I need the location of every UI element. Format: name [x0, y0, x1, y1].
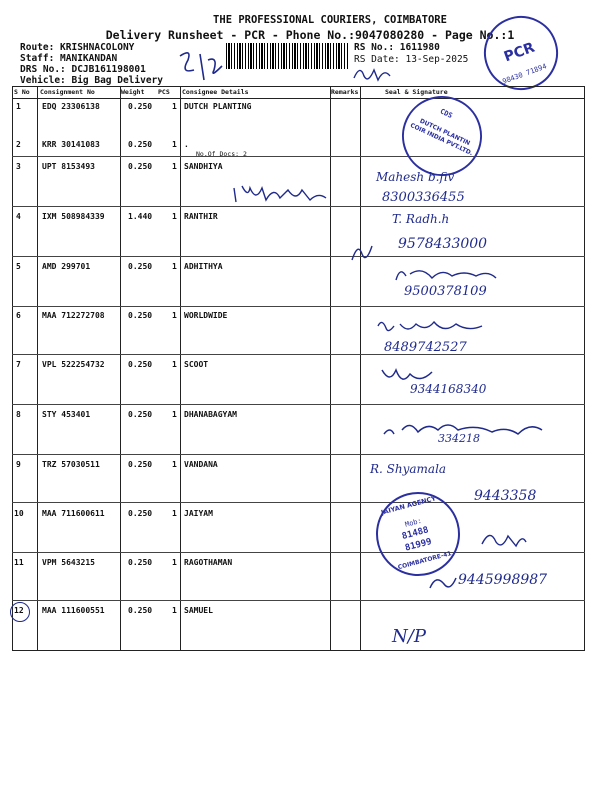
- row-divider: [12, 354, 585, 355]
- runsheet-subtitle: Delivery Runsheet - PCR - Phone No.:9047080280 - Page No.:1: [105, 28, 515, 42]
- row-9-pcs: 1: [172, 460, 177, 469]
- row-5-phone: 9500378109: [404, 284, 487, 299]
- row-2-consignment: KRR 30141083: [42, 140, 100, 149]
- row-11-consignee: RAGOTHAMAN: [184, 558, 233, 567]
- row-8-consignment: STY 453401: [42, 410, 91, 419]
- row-4-signature-scribble: [348, 240, 378, 264]
- row-divider: [12, 600, 585, 601]
- drs-info: DRS No.: DCJB161198001: [20, 64, 146, 75]
- row-3-pcs: 1: [172, 162, 177, 171]
- row-10-weight: 0.250: [128, 509, 153, 518]
- row-7-consignment: VPL 522254732: [42, 360, 105, 369]
- jaiyan-stamp-mob-2: 81999: [404, 536, 433, 554]
- row-5-signature-scribble: [392, 264, 502, 286]
- header-consignment: Consignment No: [40, 88, 95, 96]
- row-5-pcs: 1: [172, 262, 177, 271]
- column-divider: [180, 86, 181, 651]
- dutch-stamp-logo: CDS: [438, 107, 454, 120]
- row-6-weight: 0.250: [128, 311, 153, 320]
- row-3-consignee: SANDHIYA: [184, 162, 223, 171]
- jaiyan-stamp-mob-1: 81488: [400, 525, 430, 543]
- row-divider: [12, 404, 585, 405]
- row-divider: [12, 552, 585, 553]
- row-9-sno: 9: [16, 460, 21, 469]
- row-divider: [12, 306, 585, 307]
- row-12-remark: N/P: [392, 626, 426, 647]
- row-6-signature-scribble: [372, 316, 492, 340]
- row-3-sno: 3: [16, 162, 21, 171]
- row-8-pcs: 1: [172, 410, 177, 419]
- row-12-consignment: MAA 111600551: [42, 606, 105, 615]
- rs-number: RS No.: 1611980: [354, 42, 440, 53]
- row-10-sno: 10: [14, 509, 24, 518]
- row-9-name: R. Shyamala: [370, 462, 447, 476]
- column-divider: [37, 86, 38, 651]
- row-4-weight: 1.440: [128, 212, 153, 221]
- row-3-weight: 0.250: [128, 162, 153, 171]
- row-5-sno: 5: [16, 262, 21, 271]
- row-divider: [12, 156, 585, 157]
- row-2-weight: 0.250: [128, 140, 153, 149]
- row-1-pcs: 1: [172, 102, 177, 111]
- row-7-phone: 9344168340: [410, 382, 487, 396]
- rs-date: RS Date: 13-Sep-2025: [354, 54, 469, 65]
- row-1-consignee: DUTCH PLANTING: [184, 102, 252, 111]
- row-8-phone: 334218: [438, 432, 480, 445]
- row-4-consignment: IXM 508984339: [42, 212, 105, 221]
- row-7-consignee: SCOOT: [184, 360, 209, 369]
- route-info: Route: KRISHNACOLONY: [20, 42, 135, 53]
- row-2-consignee: .: [184, 140, 189, 149]
- table-header-divider: [12, 98, 585, 99]
- staff-info: Staff: MANIKANDAN: [20, 53, 118, 64]
- row-divider: [12, 454, 585, 455]
- row-1-consignment: EDQ 23306138: [42, 102, 100, 111]
- row-10-consignment: MAA 711600611: [42, 509, 105, 518]
- row-5-consignee: ADHITHYA: [184, 262, 223, 271]
- jaiyan-stamp-city: COIMBATORE-41: [397, 550, 453, 572]
- row-2-sno: 2: [16, 140, 21, 149]
- row-6-pcs: 1: [172, 311, 177, 320]
- pcr-stamp-number: 98430 71894: [501, 62, 548, 86]
- header-pcs: PCS: [158, 88, 170, 96]
- row-divider: [12, 256, 585, 257]
- row-4-pcs: 1: [172, 212, 177, 221]
- row-12-weight: 0.250: [128, 606, 153, 615]
- row-1-sno: 1: [16, 102, 21, 111]
- row-8-consignee: DHANABAGYAM: [184, 410, 237, 419]
- row-3-consignment: UPT 8153493: [42, 162, 95, 171]
- document-title: THE PROFESSIONAL COURIERS, COIMBATORE: [213, 14, 447, 26]
- header-sno: S No: [14, 88, 30, 96]
- row-11-pcs: 1: [172, 558, 177, 567]
- row-4-phone: 9578433000: [398, 236, 488, 252]
- row-7-pcs: 1: [172, 360, 177, 369]
- header-weight: Weight: [121, 88, 145, 96]
- pcr-stamp-label: PCR: [501, 39, 537, 66]
- handwritten-initials: [170, 46, 230, 84]
- row-3-phone: 8300336455: [382, 190, 465, 205]
- row-12-sno: 12: [14, 606, 24, 615]
- row-9-weight: 0.250: [128, 460, 153, 469]
- row-4-consignee: RANTHIR: [184, 212, 218, 221]
- dutch-stamp-text: DUTCH PLANTIN COIR INDIA PVT.LTD.: [408, 117, 474, 158]
- row-10-signature-scribble: [478, 526, 528, 552]
- row-5-weight: 0.250: [128, 262, 153, 271]
- handwritten-signature: [350, 60, 398, 86]
- column-divider: [120, 86, 121, 651]
- row-11-phone: 9445998987: [458, 572, 548, 588]
- header-seal: Seal & Signature: [385, 88, 448, 96]
- row-11-weight: 0.250: [128, 558, 153, 567]
- row-12-consignee: SAMUEL: [184, 606, 213, 615]
- vehicle-info: Vehicle: Big Bag Delivery: [20, 75, 163, 86]
- row-7-sno: 7: [16, 360, 21, 369]
- row-10-phone: 9443358: [474, 488, 537, 504]
- barcode-image: [226, 43, 348, 69]
- row-9-consignee: VANDANA: [184, 460, 218, 469]
- row-6-phone: 8489742527: [384, 340, 467, 355]
- row-10-pcs: 1: [172, 509, 177, 518]
- jaiyan-stamp-name: JAIYAN AGENCY: [380, 494, 437, 517]
- row-8-weight: 0.250: [128, 410, 153, 419]
- header-consignee: Consignee Details: [182, 88, 249, 96]
- header-remarks: Remarks: [331, 88, 359, 96]
- row-11-signature-scribble: [426, 570, 462, 598]
- row-8-sno: 8: [16, 410, 21, 419]
- column-divider: [360, 86, 361, 651]
- row-6-sno: 6: [16, 311, 21, 320]
- row-7-weight: 0.250: [128, 360, 153, 369]
- row-2-pcs: 1: [172, 140, 177, 149]
- row-4-sno: 4: [16, 212, 21, 221]
- row-12-pcs: 1: [172, 606, 177, 615]
- row-11-sno: 11: [14, 558, 24, 567]
- row-11-consignment: VPM 5643215: [42, 558, 95, 567]
- row-10-consignee: JAIYAM: [184, 509, 213, 518]
- row-6-consignment: MAA 712272708: [42, 311, 105, 320]
- row-2-docs-note: No.Of Docs: 2: [196, 150, 247, 158]
- row-9-consignment: TRZ 57030511: [42, 460, 100, 469]
- row-3-handwritten-scribble: [230, 180, 330, 208]
- row-5-consignment: AMD 299701: [42, 262, 91, 271]
- row-4-remark: T. Radh.h: [392, 212, 450, 226]
- row-1-weight: 0.250: [128, 102, 153, 111]
- row-3-remark: Mahesh b.fiv: [376, 170, 455, 184]
- column-divider: [330, 86, 331, 651]
- jaiyan-stamp-mob-label: Mob:: [404, 516, 423, 529]
- row-6-consignee: WORLDWIDE: [184, 311, 228, 320]
